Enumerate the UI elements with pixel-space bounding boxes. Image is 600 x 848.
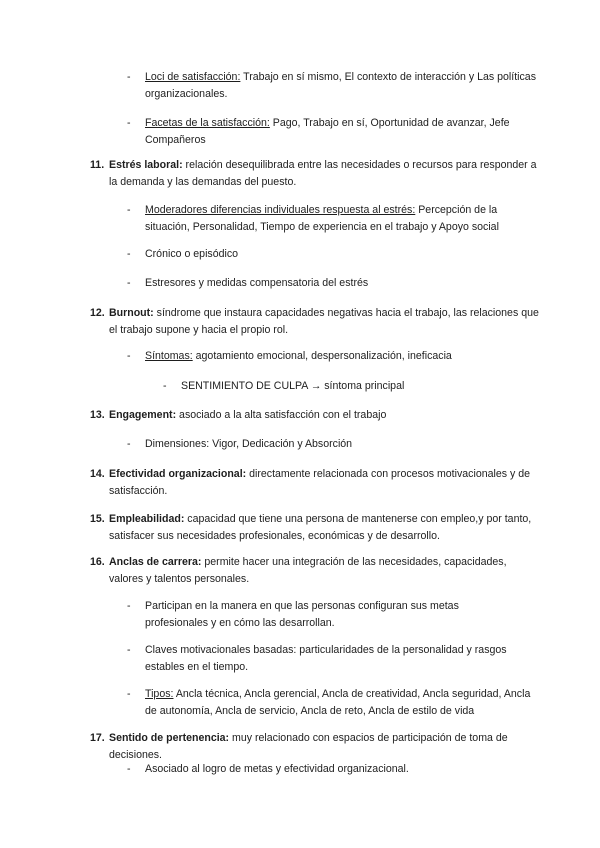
item-definition: directamente relacionada con procesos motivacionales y de satisfacción. xyxy=(109,468,531,497)
subbullet-sentimiento-culpa xyxy=(163,378,541,395)
item-number: 17. xyxy=(90,732,105,744)
item-number: 16. xyxy=(90,556,105,568)
bullet-dash: - xyxy=(127,117,131,129)
item-number: 12. xyxy=(90,307,105,319)
bullet-label: Moderadores diferencias individuales respuesta al estrés: xyxy=(145,204,416,216)
item-term: Burnout: xyxy=(109,307,154,319)
item-term: Sentido de pertenencia: xyxy=(109,732,230,744)
item-term: Anclas de carrera: xyxy=(109,556,202,568)
bullet-dash: - xyxy=(127,688,131,700)
bullet-text: SENTIMIENTO DE CULPA → síntoma principal xyxy=(181,380,405,392)
bullet-dash: - xyxy=(127,644,131,656)
bullet-estresores xyxy=(127,275,537,292)
bullet-dash: - xyxy=(127,350,131,362)
item-definition: permite hacer una integración de las necesidades, capacidades, valores y talentos personales. xyxy=(109,556,507,585)
bullet-text: Crónico o episódico xyxy=(145,248,239,260)
bullet-dash: - xyxy=(127,71,131,83)
item-number: 13. xyxy=(90,409,105,421)
bullet-dash: - xyxy=(127,204,131,216)
numbered-item-17 xyxy=(90,730,540,764)
bullet-text: Estresores y medidas compensatoria del estrés xyxy=(145,277,369,289)
bullet-loci-satisfaccion xyxy=(127,69,537,103)
numbered-item-13 xyxy=(90,407,540,424)
item-number: 11. xyxy=(90,159,105,171)
bullet-dimensiones xyxy=(127,436,537,453)
numbered-item-14 xyxy=(90,466,540,500)
bullet-dash: - xyxy=(127,763,131,775)
bullet-sintomas xyxy=(127,348,537,365)
bullet-claves xyxy=(127,642,537,676)
item-definition: asociado a la alta satisfacción con el trabajo xyxy=(176,409,387,421)
item-term: Efectividad organizacional: xyxy=(109,468,247,480)
bullet-dash: - xyxy=(127,248,131,260)
bullet-text: Pago, Trabajo en sí, Oportunidad de avanzar, Jefe Compañeros xyxy=(145,117,510,146)
bullet-moderadores xyxy=(127,202,537,236)
bullet-cronico xyxy=(127,246,537,263)
bullet-label: Loci de satisfacción: xyxy=(145,71,241,83)
bullet-label: Tipos: xyxy=(145,688,174,700)
item-term: Empleabilidad: xyxy=(109,513,185,525)
bullet-text: Trabajo en sí mismo, El contexto de interacción y Las políticas organizacionales. xyxy=(145,71,536,100)
bullet-facetas-satisfaccion xyxy=(127,115,530,149)
bullet-dash: - xyxy=(163,380,167,392)
bullet-tipos xyxy=(127,686,537,720)
item-definition: muy relacionado con espacios de participación de toma de decisiones. xyxy=(109,732,508,761)
bullet-participan xyxy=(127,598,515,632)
bullet-asociado-logro xyxy=(127,761,537,778)
item-definition: relación desequilibrada entre las necesidades o recursos para responder a la demanda y las demandas del puesto. xyxy=(109,159,537,188)
bullet-dash: - xyxy=(127,438,131,450)
bullet-label: Síntomas: xyxy=(145,350,193,362)
bullet-label: Facetas de la satisfacción: xyxy=(145,117,270,129)
numbered-item-16 xyxy=(90,554,540,588)
bullet-text: agotamiento emocional, despersonalización, ineficacia xyxy=(192,350,452,362)
bullet-dash: - xyxy=(127,600,131,612)
item-term: Estrés laboral: xyxy=(109,159,183,171)
item-definition: capacidad que tiene una persona de mantenerse con empleo,y por tanto, satisfacer sus necesidades profesionales, económicas y de desarrollo. xyxy=(109,513,532,542)
bullet-text: Ancla técnica, Ancla gerencial, Ancla de creatividad, Ancla seguridad, Ancla de autonomía, Ancla de servicio, Ancla de reto, Ancla de estilo de vida xyxy=(145,688,531,717)
item-number: 15. xyxy=(90,513,105,525)
bullet-text: Asociado al logro de metas y efectividad organizacional. xyxy=(145,763,409,775)
numbered-item-11 xyxy=(90,157,540,191)
bullet-text: Participan en la manera en que las personas configuran sus metas profesionales y en cómo las desarrollan. xyxy=(145,600,459,629)
numbered-item-15 xyxy=(90,511,540,545)
item-definition: síndrome que instaura capacidades negativas hacia el trabajo, las relaciones que el trabajo supone y hacia el propio rol. xyxy=(109,307,539,336)
bullet-text: Percepción de la situación, Personalidad, Tiempo de experiencia en el trabajo y Apoyo social xyxy=(145,204,499,233)
item-number: 14. xyxy=(90,468,105,480)
bullet-text: Claves motivacionales basadas: particularidades de la personalidad y rasgos estables en el tiempo. xyxy=(145,644,507,673)
bullet-dash: - xyxy=(127,277,131,289)
bullet-text: Dimensiones: Vigor, Dedicación y Absorción xyxy=(145,438,353,450)
numbered-item-12 xyxy=(90,305,540,339)
item-term: Engagement: xyxy=(109,409,177,421)
